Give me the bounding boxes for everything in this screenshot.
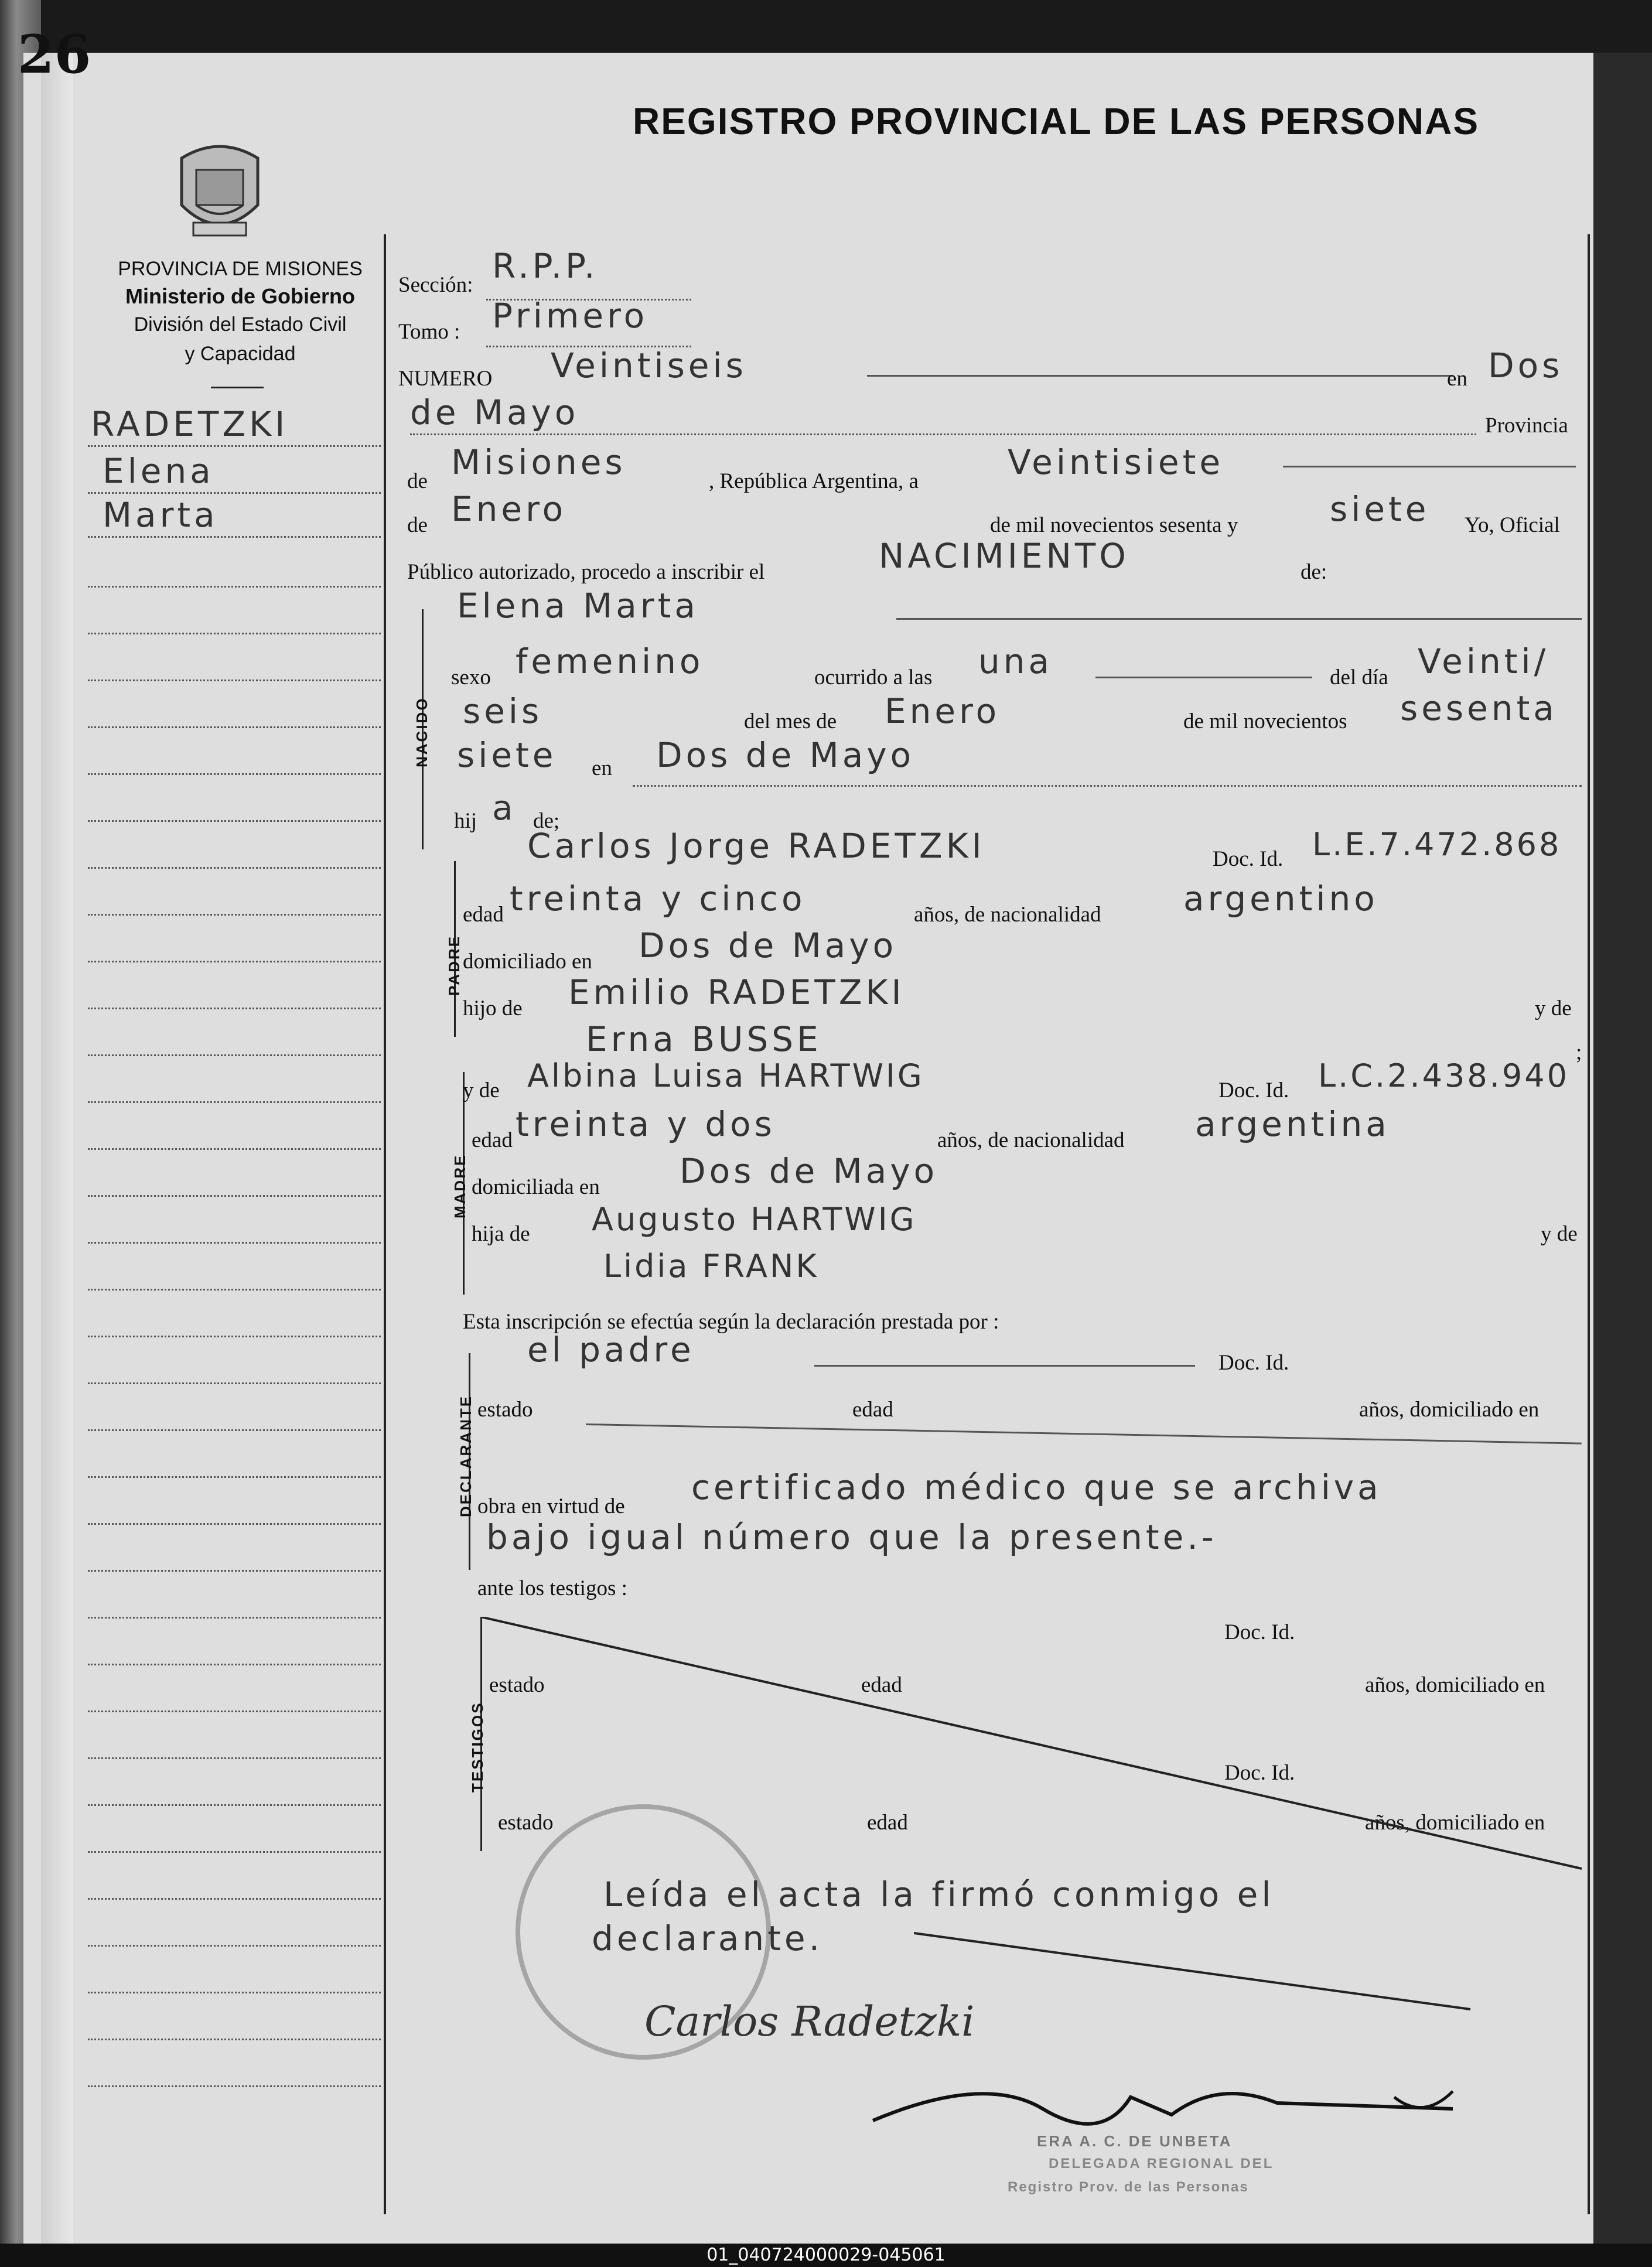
label-de-mil-nov: de mil novecientos — [1183, 709, 1347, 733]
label-declarante-estado: estado — [477, 1398, 533, 1422]
value-padre-hijo-de: Emilio RADETZKI — [568, 972, 905, 1012]
label-de-colon: de: — [1301, 560, 1327, 584]
value-numero: Veintiseis — [551, 346, 747, 385]
label-de-semicolon: de; — [533, 809, 560, 833]
header-ministry: Ministerio de Gobierno — [125, 284, 356, 308]
value-month: Enero — [451, 489, 567, 529]
signature-declarante: Carlos Radetzki — [644, 1998, 975, 2046]
value-province: Misiones — [451, 442, 626, 482]
label-sexo: sexo — [451, 665, 491, 689]
value-en-place: Dos — [1488, 346, 1564, 385]
header-capacity: y Capacidad — [185, 343, 296, 365]
value-padre: Carlos Jorge RADETZKI — [527, 826, 985, 866]
value-madre-doc: L.C.2.438.940 — [1318, 1057, 1569, 1094]
section-nacido: NACIDO — [413, 697, 431, 767]
section-declarante: DECLARANTE — [457, 1394, 475, 1517]
label-madre-nac: años, de nacionalidad — [937, 1128, 1125, 1152]
label-de-month: de — [407, 513, 428, 537]
image-footer-id: 01_040724000029-045061 — [0, 2244, 1652, 2267]
value-cierre1: Leída el acta la firmó conmigo el — [603, 1875, 1275, 1914]
value-name: Elena Marta — [457, 586, 699, 626]
label-madre-doc: Doc. Id. — [1218, 1078, 1289, 1102]
value-declarante: el padre — [527, 1330, 695, 1370]
label-declarante-edad: edad — [852, 1398, 893, 1422]
section-padre: PADRE — [445, 934, 463, 996]
value-padre-dom: Dos de Mayo — [639, 926, 897, 965]
value-dia: Veinti/ — [1418, 641, 1549, 681]
label-y-de: y de — [1535, 996, 1572, 1020]
label-testigo2-edad: edad — [867, 1811, 908, 1835]
label-hij: hij — [454, 809, 477, 833]
page-edge — [41, 53, 73, 2244]
value-obra2: bajo igual número que la presente.- — [486, 1517, 1217, 1557]
label-testigo2-dom: años, domiciliado en — [1365, 1811, 1545, 1835]
value-tomo: Primero — [492, 296, 648, 336]
value-year: siete — [1330, 489, 1430, 529]
label-en: en — [1447, 367, 1467, 391]
value-anio2: siete — [457, 735, 557, 775]
section-testigos: TESTIGOS — [469, 1701, 486, 1793]
value-mes: Enero — [885, 691, 1001, 731]
label-ocurrido: ocurrido a las — [814, 665, 933, 689]
label-publico: Público autorizado, procedo a inscribir el — [407, 560, 765, 584]
value-padre-madre: Erna BUSSE — [586, 1019, 822, 1059]
label-republica: , República Argentina, a — [709, 469, 919, 493]
document-title: REGISTRO PROVINCIAL DE LAS PERSONAS — [633, 100, 1479, 142]
value-place2: de Mayo — [410, 392, 579, 432]
value-hij: a — [492, 788, 517, 828]
value-lugar: Dos de Mayo — [656, 735, 915, 775]
value-madre-dom: Dos de Mayo — [680, 1151, 938, 1191]
label-testigo1-dom: años, domiciliado en — [1365, 1673, 1545, 1697]
label-declarante-doc: Doc. Id. — [1218, 1351, 1289, 1375]
label-de-mil: de mil novecientos sesenta y — [990, 513, 1238, 537]
label-testigo1-doc: Doc. Id. — [1224, 1620, 1295, 1644]
label-y-de2: y de — [463, 1078, 500, 1102]
label-testigo1-edad: edad — [861, 1673, 902, 1697]
value-padre-edad: treinta y cinco — [510, 879, 806, 919]
label-padre-hijo-de: hijo de — [463, 996, 523, 1020]
label-obra: obra en virtud de — [477, 1494, 625, 1518]
label-yo-oficial: Yo, Oficial — [1465, 513, 1560, 537]
value-madre-edad: treinta y dos — [516, 1104, 776, 1144]
value-sexo: femenino — [516, 641, 704, 681]
label-padre-dom: domiciliado en — [463, 950, 592, 974]
value-madre-madre: Lidia FRANK — [603, 1248, 819, 1285]
header-division: División del Estado Civil — [134, 313, 347, 336]
value-padre-nac: argentino — [1183, 879, 1378, 919]
margin-first-name: Elena — [103, 451, 214, 491]
label-de-province: de — [407, 469, 428, 493]
label-testigo1-estado: estado — [489, 1673, 545, 1697]
value-anio: sesenta — [1400, 688, 1558, 728]
label-numero: NUMERO — [398, 367, 493, 391]
label-padre-edad: edad — [463, 903, 504, 927]
stamp-oficial-line1: ERA A. C. DE UNBETA — [1037, 2132, 1233, 2150]
margin-surname: RADETZKI — [91, 404, 289, 444]
closing-strikethrough — [914, 1927, 1476, 2015]
header-province: PROVINCIA DE MISIONES — [118, 258, 363, 280]
value-obra1: certificado médico que se archiva — [691, 1467, 1382, 1507]
label-esta-inscripcion: Esta inscripción se efectúa según la declaración prestada por : — [463, 1310, 999, 1334]
header-divider — [211, 387, 264, 388]
label-madre-hija-de: hija de — [472, 1222, 530, 1246]
value-seccion: R.P.P. — [492, 246, 599, 286]
form-left-border — [384, 234, 386, 2214]
margin-second-name: Marta — [103, 495, 219, 535]
label-y-de3: y de — [1541, 1222, 1578, 1246]
value-dia2: seis — [463, 691, 543, 731]
label-testigo2-doc: Doc. Id. — [1224, 1761, 1295, 1785]
label-testigo2-estado: estado — [498, 1811, 554, 1835]
label-del-dia: del día — [1330, 665, 1388, 689]
label-padre-nac: años, de nacionalidad — [914, 903, 1101, 927]
value-acto: NACIMIENTO — [879, 536, 1129, 576]
label-declarante-dom: años, domiciliado en — [1359, 1398, 1540, 1422]
page-right-shadow — [1593, 53, 1652, 2244]
stamp-oficial-line3: Registro Prov. de las Personas — [1008, 2179, 1249, 2195]
value-madre-nac: argentina — [1195, 1104, 1390, 1144]
value-hora: una — [978, 641, 1053, 681]
form-right-border — [1588, 234, 1590, 2214]
label-del-mes: del mes de — [744, 709, 837, 733]
label-provincia: Provincia — [1485, 414, 1568, 438]
label-padre-doc: Doc. Id. — [1213, 847, 1284, 871]
value-day: Veintisiete — [1008, 442, 1224, 482]
page-number: 26 — [18, 23, 91, 86]
label-ante: ante los testigos : — [477, 1576, 627, 1600]
label-tomo: Tomo : — [398, 320, 460, 344]
label-madre-edad: edad — [472, 1128, 513, 1152]
stamp-oficial-line2: DELEGADA REGIONAL DEL — [1049, 2156, 1274, 2172]
label-semicolon: ; — [1576, 1040, 1582, 1064]
value-madre: Albina Luisa HARTWIG — [527, 1057, 924, 1094]
label-madre-dom: domiciliada en — [472, 1175, 600, 1199]
value-madre-hija-de: Augusto HARTWIG — [592, 1201, 917, 1238]
label-seccion: Sección: — [398, 273, 473, 297]
value-cierre2: declarante. — [592, 1918, 824, 1958]
section-madre: MADRE — [451, 1153, 469, 1218]
coat-of-arms-icon — [170, 135, 269, 246]
value-padre-doc: L.E.7.472.868 — [1312, 826, 1562, 863]
label-en-lugar: en — [592, 756, 612, 780]
